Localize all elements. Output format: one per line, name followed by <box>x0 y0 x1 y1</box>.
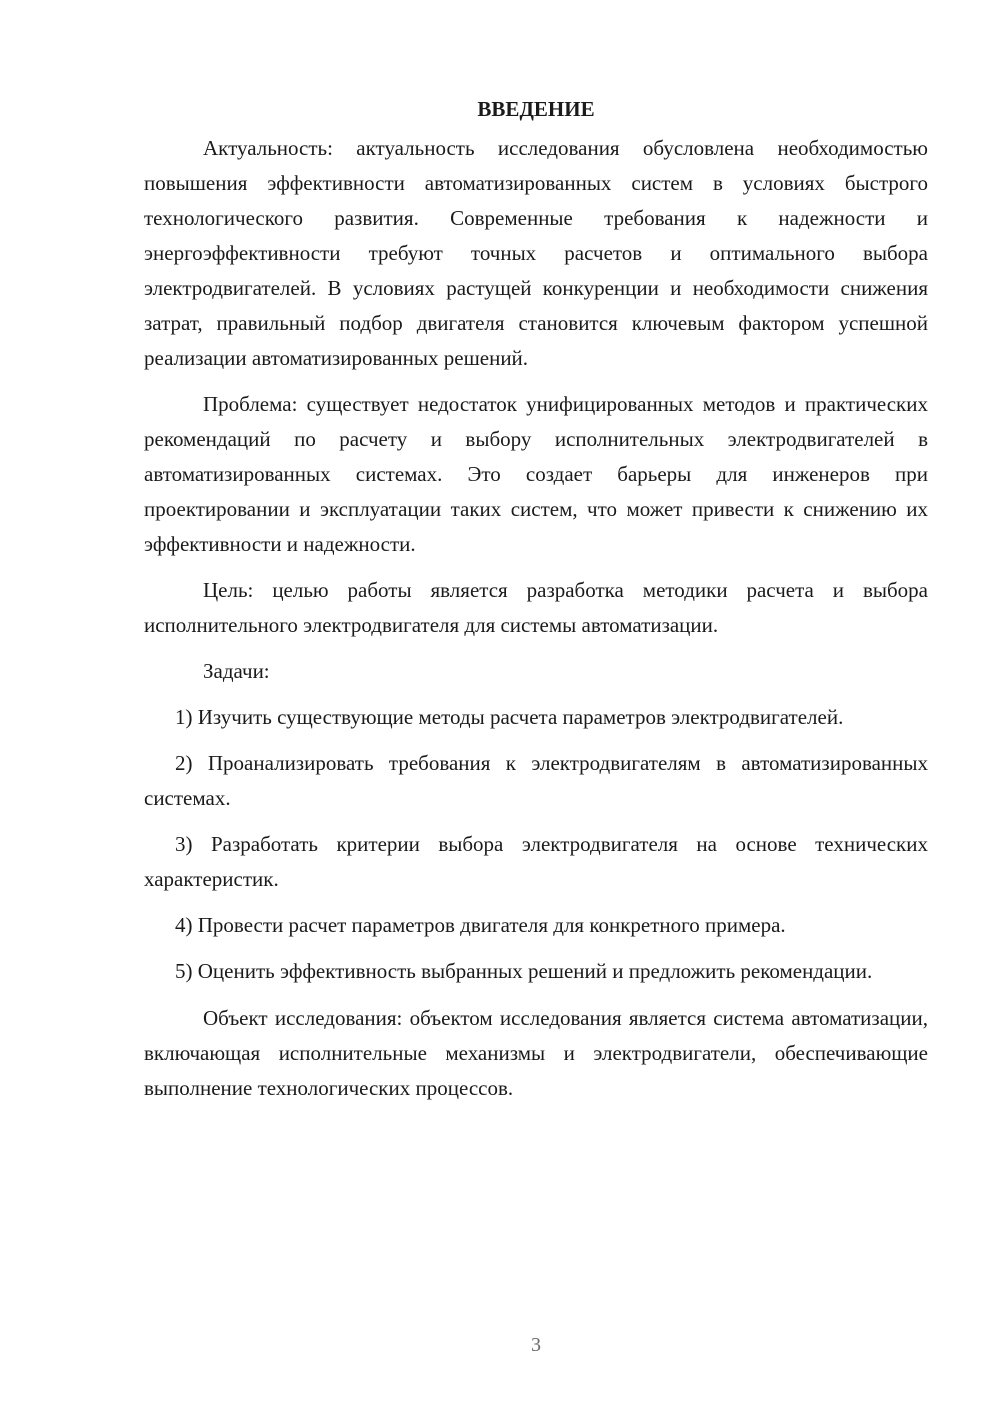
document-page <box>144 92 928 1106</box>
goal-paragraph: Цель: целью работы является разработка методики расчета и выбора исполнительного электродвигателя для системы автоматизации. <box>144 578 928 637</box>
page-number: 3 <box>531 1334 541 1356</box>
task-item-3: 3) Разработать критерии выбора электродвигателя на основе технических характеристик. <box>144 832 928 891</box>
tasks-heading: Задачи: <box>203 659 270 683</box>
relevance-paragraph: Актуальность: актуальность исследования обусловлена необходимостью повышения эффективности автоматизированных систем в условиях быстрого технологического развития. Современные требования к надежности и энергоэффективности требуют точных расчетов и оптимального выбора электродвигателей. В условиях растущей конкуренции и необходимости снижения затрат, правильный подбор двигателя становится ключевым фактором успешной реализации автоматизированных решений. <box>144 136 928 370</box>
task-item-4: 4) Провести расчет параметров двигателя для конкретного примера. <box>175 913 786 937</box>
document-title: ВВЕДЕНИЕ <box>477 97 595 121</box>
object-paragraph: Объект исследования: объектом исследования является система автоматизации, включающая исполнительные механизмы и электродвигатели, обеспечивающие выполнение технологических процессов. <box>144 1006 928 1100</box>
task-item-2: 2) Проанализировать требования к электродвигателям в автоматизированных системах. <box>144 751 928 810</box>
problem-paragraph: Проблема: существует недостаток унифицированных методов и практических рекомендаций по расчету и выбору исполнительных электродвигателей в автоматизированных системах. Это создает барьеры для инженеров при проектировании и эксплуатации таких систем, что может привести к снижению их эффективности и надежности. <box>144 392 928 556</box>
task-item-1: 1) Изучить существующие методы расчета параметров электродвигателей. <box>175 705 844 729</box>
task-item-5: 5) Оценить эффективность выбранных решений и предложить рекомендации. <box>175 959 873 983</box>
